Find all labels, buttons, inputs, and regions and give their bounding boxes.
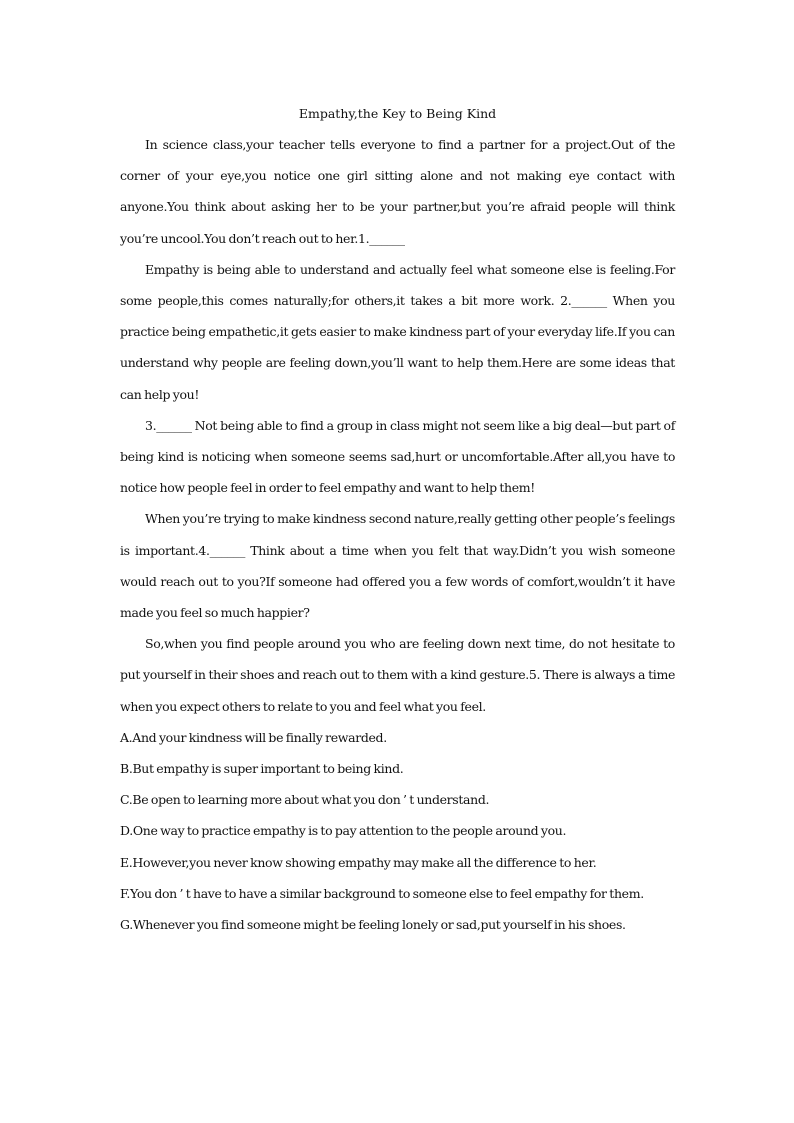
option-e: E.However,you never know showing empathy may make all the difference to her. xyxy=(120,854,597,870)
paragraph-4: When you’re trying to make kindness second nature,really getting other people’s feelings is important.4.______ Think about a time when you felt that way.Didn’t you wish someone would reach out to you?If someone had offered you a few words of comfort,wouldn’t it have made you feel so much happier? xyxy=(120,511,675,621)
option-a: A.And your kindness will be finally rewarded. xyxy=(120,729,387,745)
paragraph-5: So,when you find people around you who are feeling down next time, do not hesitate to put yourself in their shoes and reach out to them with a kind gesture.5. There is always a time when you expect others to relate to you and feel what you feel. xyxy=(120,636,675,714)
paragraph-3: 3.______ Not being able to find a group in class might not seem like a big deal—but part of being kind is noticing when someone seems sad,hurt or uncomfortable.After all,you have to notice how people feel in order to feel empathy and want to help them! xyxy=(120,417,675,496)
paragraph-2: Empathy is being able to understand and actually feel what someone else is feeling.For some people,this comes naturally;for others,it takes a bit more work. 2.______ When you practice being empathetic,it gets easier to make kindness part of your everyday life.If you can understand why people are feeling down,you’ll want to help them.Here are some ideas that can help you! xyxy=(120,261,675,402)
option-g: G.Whenever you find someone might be feeling lonely or sad,put yourself in his shoes. xyxy=(120,917,626,933)
option-d: D.One way to practice empathy is to pay attention to the people around you. xyxy=(120,823,567,839)
option-b: B.But empathy is super important to being kind. xyxy=(120,761,404,777)
document-title: Empathy,the Key to Being Kind xyxy=(298,106,497,121)
paragraph-1: In science class,your teacher tells everyone to find a partner for a project.Out of the corner of your eye,you notice one girl sitting alone and not making eye contact with anyone.You think about asking her to be your partner,but you’re afraid people will think you’re uncool.You don’t reach out to her.1.______ xyxy=(120,137,675,246)
option-f: F.You don ’ t have to have a similar background to someone else to feel empathy for them. xyxy=(120,885,644,901)
document-page xyxy=(120,98,675,940)
option-c: C.Be open to learning more about what you don ’ t understand. xyxy=(120,792,490,808)
